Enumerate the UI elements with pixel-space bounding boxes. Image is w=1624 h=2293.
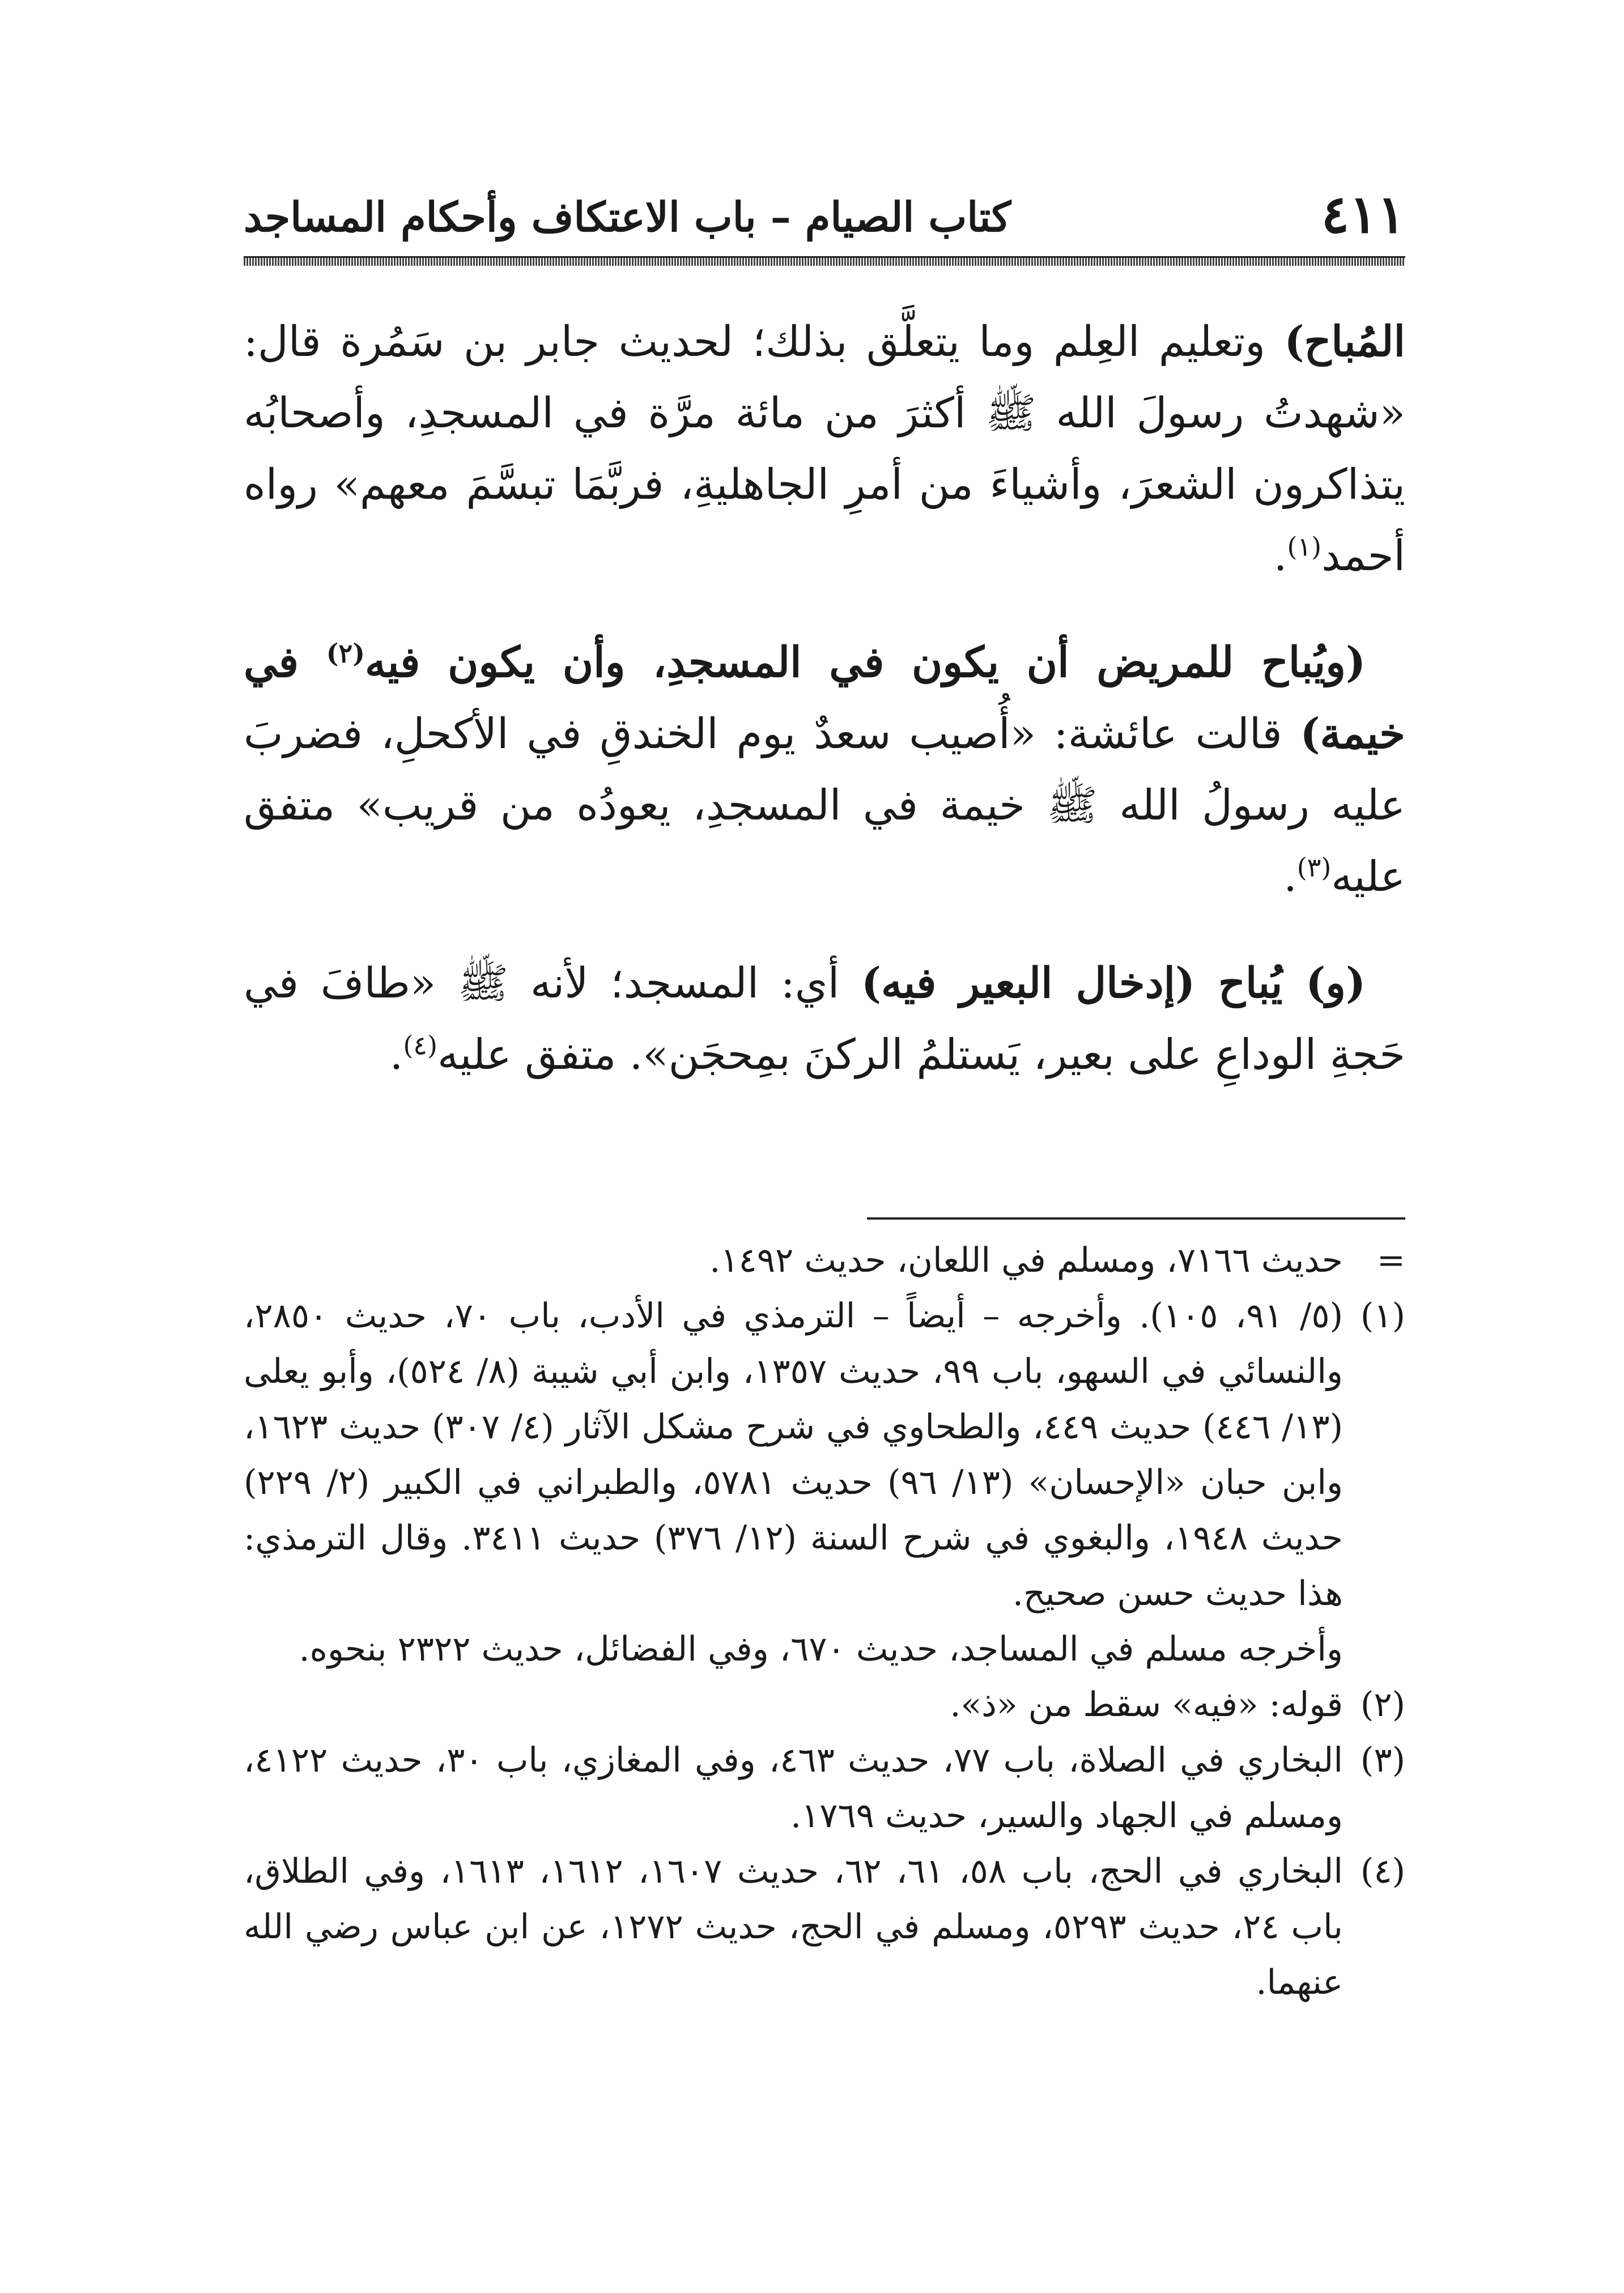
- bold-term: المُباح): [1284, 317, 1405, 366]
- bold-term: (إدخال البعير فيه): [861, 959, 1196, 1008]
- paragraph-end: .: [389, 1030, 403, 1079]
- footnote-line: (٥/ ٩١، ١٠٥). وأخرجه – أيضاً – الترمذي في الأدب، باب ٧٠، حديث ٢٨٥٠، والنسائي في السهو، باب ٩٩، حديث ١٣٥٧، وابن أبي شيبة (٨/ ٥٢٤)، وأبو يعلى (١٣/ ٤٤٦) حديث ٤٤٩، والطحاوي في شرح مشكل الآثار (٤/ ٣٠٧) حديث ١٦٢٣، وابن حبان «الإحسان» (١٣/ ٩٦) حديث ٥٧٨١، والطبراني في الكبير (٢/ ٢٢٩) حديث ١٩٤٨، والبغوي في شرح السنة (١٢/ ٣٧٦) حديث ٣٤١١. وقال الترمذي: هذا حديث حسن صحيح.: [244, 1296, 1343, 1613]
- paragraph-text: قالت عائشة: «أُصيب سعدٌ يوم الخندقِ في الأكحلِ، فضربَ عليه رسولُ الله ﷺ خيمة في المسجدِ، يعودُه من قريب» متفق عليه: [244, 710, 1405, 901]
- footnote-ref: (٤): [403, 1030, 437, 1061]
- paragraph-end: .: [1283, 852, 1297, 901]
- paragraph-text: أي: المسجد؛ لأنه ﷺ «طافَ في حَجةِ الوداعِ على بعير، يَستلمُ الركنَ بمِحجَن». متفق عليه: [244, 959, 1405, 1079]
- footnote-1: [244, 1288, 1405, 1677]
- footnote-line: وأخرجه مسلم في المساجد، حديث ٦٧٠، وفي الفضائل، حديث ٢٣٢٢ بنحوه.: [299, 1629, 1343, 1669]
- footnote-4: [244, 1844, 1405, 2010]
- footnote-mark: (٤): [1360, 1852, 1405, 1891]
- footnote-ref: (٣): [1296, 852, 1332, 883]
- paragraph-end: .: [1273, 532, 1287, 580]
- paragraph-1: [244, 306, 1405, 592]
- footnote-continued: [244, 1233, 1405, 1288]
- footnote-text: البخاري في الحج، باب ٥٨، ٦١، ٦٢، حديث ١٦٠٧، ١٦١٢، ١٦١٣، وفي الطلاق، باب ٢٤، حديث ٥٢٩٣، ومسلم في الحج، حديث ١٢٧٢، عن ابن عباس رضي الله عنهما.: [244, 1852, 1344, 2002]
- footnote-ref: (١): [1287, 531, 1322, 562]
- header-rule: [244, 256, 1405, 266]
- footnote-2: [244, 1677, 1405, 1733]
- paragraph-text: وتعليم العِلم وما يتعلَّق بذلك؛ لحديث جابر بن سَمُرة قال: «شهدتُ رسولَ الله ﷺ أكثرَ من مائة مرَّة في المسجدِ، وأصحابُه يتذاكرون الشعرَ، وأشياءَ من أمرِ الجاهليةِ، فربَّمَا تبسَّمَ معهم» رواه أحمد: [244, 317, 1405, 580]
- footnote-text: البخاري في الصلاة، باب ٧٧، حديث ٤٦٣، وفي المغازي، باب ٣٠، حديث ٤١٢٢، ومسلم في الجهاد والسير، حديث ١٧٦٩.: [244, 1740, 1343, 1836]
- running-title: كتاب الصيام – باب الاعتكاف وأحكام المساجد: [244, 193, 1011, 241]
- bold-term: (ويُباح للمريض أن يكون في المسجدِ، وأن يكون فيه: [365, 638, 1366, 687]
- footnote-mark: (٣): [1360, 1740, 1405, 1780]
- paragraph-2: [244, 627, 1405, 912]
- footnote-text: قوله: «فيه» سقط من «ذ».: [950, 1685, 1343, 1725]
- page-number: ٤١١: [1321, 184, 1405, 245]
- footnote-mark: (١): [1360, 1296, 1405, 1336]
- footnote-text: [244, 1288, 1343, 1677]
- footnote-3: [244, 1733, 1405, 1844]
- main-text: [244, 306, 1405, 1126]
- footnotes: [244, 1233, 1405, 2010]
- paragraph-3: [244, 948, 1405, 1090]
- bold-term: (و) يُباح: [1195, 959, 1366, 1008]
- footnote-separator: [867, 1217, 1405, 1220]
- footnote-mark: =: [1376, 1241, 1405, 1280]
- footnote-text: حديث ٧١٦٦، ومسلم في اللعان، حديث ١٤٩٢.: [709, 1241, 1343, 1280]
- footnote-mark: (٢): [1360, 1685, 1405, 1725]
- footnote-ref: (٢): [326, 638, 365, 669]
- page-header: [244, 180, 1405, 254]
- bold-term: في خيمة): [244, 638, 1405, 758]
